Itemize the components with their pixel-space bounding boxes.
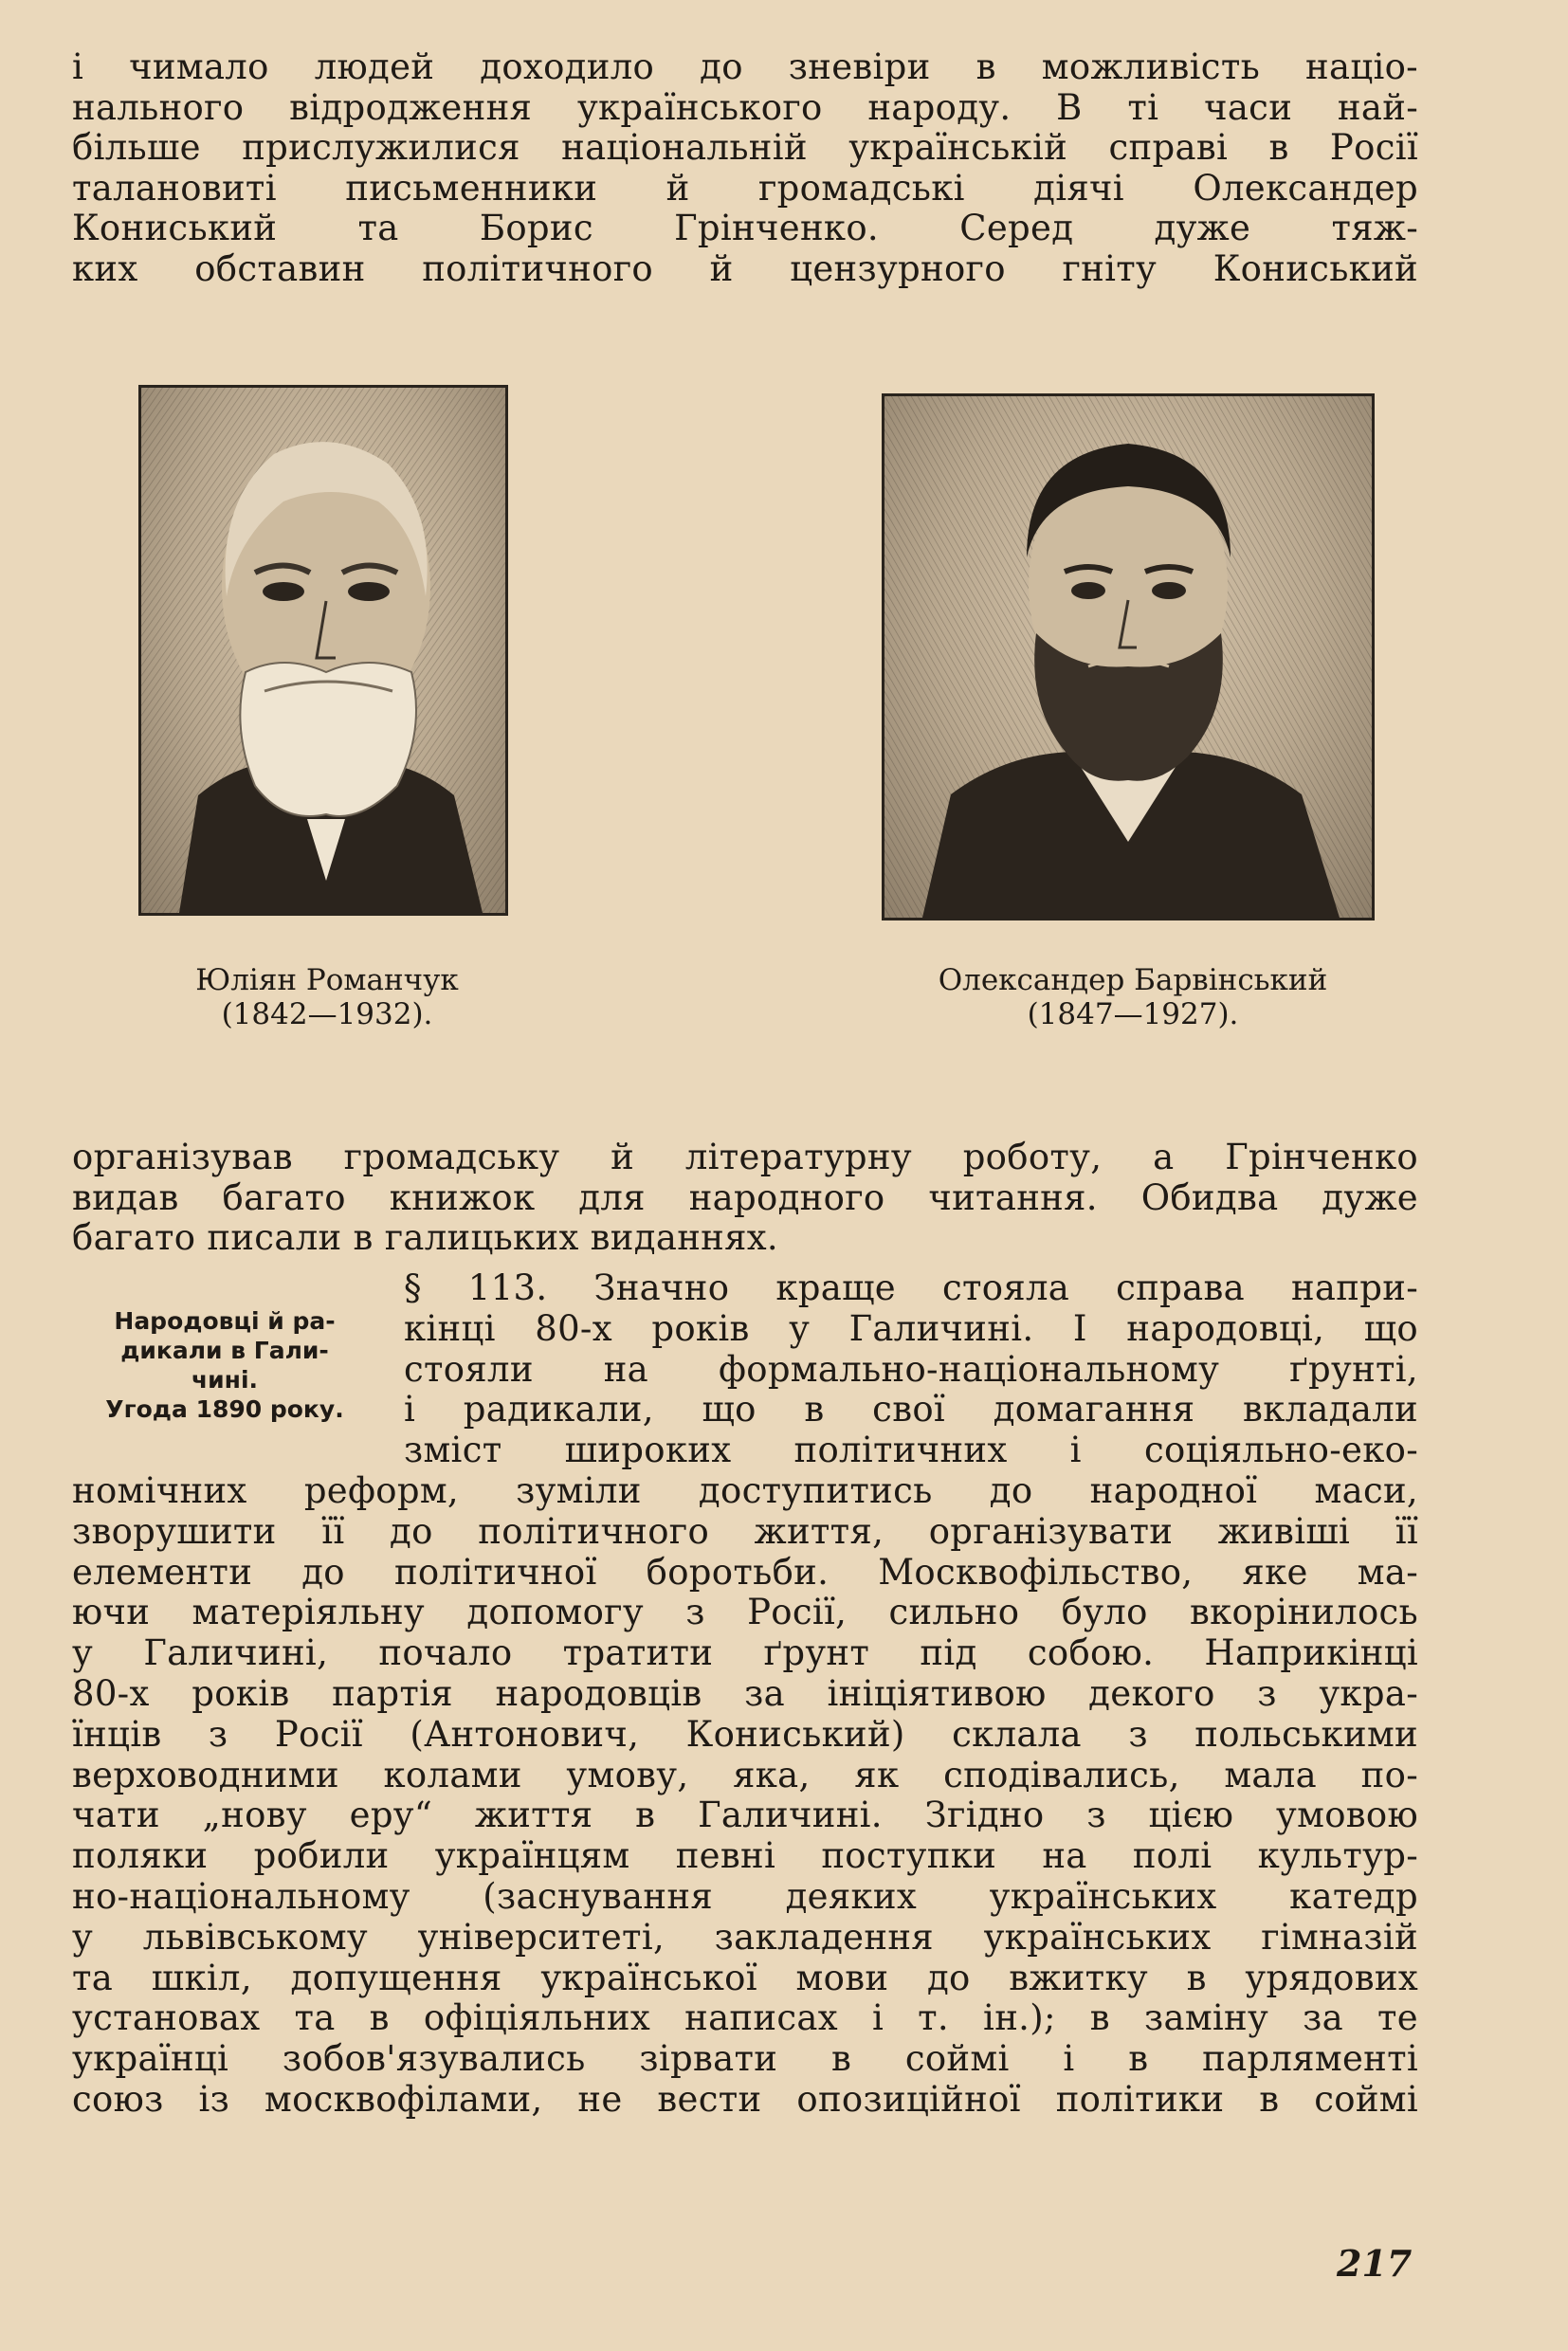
text-line: поляки робили українцям певні поступки на полі культур-	[72, 1835, 1418, 1877]
text-line: § 113. Значно краще стояла справа напри-	[404, 1267, 1418, 1308]
portrait-right-drawing	[884, 396, 1372, 918]
section-113	[72, 1268, 1418, 2121]
margin-note-line: дикали в Гали-	[120, 1337, 329, 1364]
margin-note-line: чині.	[191, 1366, 259, 1394]
text-line: талановиті письменники й громадські діячі Олександер	[72, 167, 1418, 209]
text-line: багато писали в галицьких виданнях.	[72, 1217, 778, 1258]
middle-paragraph	[72, 1138, 1418, 1259]
text-line: ючи матеріяльну допомогу з Росії, сильно було вкорінилось	[72, 1592, 1418, 1633]
text-line: союз із москвофілами, не вести опозиційної політики в соймі	[72, 2078, 1418, 2120]
text-line: та шкіл, допущення української мови до вжитку в урядових	[72, 1957, 1418, 1998]
text-line: зміст широких політичних і соціяльно-еко-	[404, 1430, 1418, 1471]
text-line: номічних реформ, зуміли доступитись до народної маси,	[72, 1469, 1418, 1511]
text-line: організував громадську й літературну роботу, а Грінченко	[72, 1137, 1418, 1177]
text-line: їнців з Росії (Антонович, Кониський) склала з польськими	[72, 1713, 1418, 1755]
page-number: 217	[1337, 2242, 1413, 2285]
portrait-right-caption	[886, 963, 1379, 1031]
top-paragraph	[72, 47, 1418, 289]
portrait-left-drawing	[141, 388, 505, 913]
text-line: більше прислужилися національній українській справі в Росії	[72, 127, 1418, 168]
margin-note-line: Народовці й ра-	[114, 1307, 336, 1335]
portrait-right-image	[882, 393, 1375, 920]
text-line: верховодними колами умову, яка, як сподівались, мала по-	[72, 1754, 1418, 1795]
text-line: чати „нову еру“ життя в Галичині. Згідно з цією умовою	[72, 1795, 1418, 1836]
text-line: Кониський та Борис Грінченко. Серед дуже тяж-	[72, 208, 1418, 248]
text-line: стояли на формально-національному ґрунті,	[404, 1348, 1418, 1390]
text-line: но-національному (заснування деяких українських катедр	[72, 1875, 1418, 1917]
text-line: видав багато книжок для народного читання. Обидва дуже	[72, 1176, 1418, 1218]
text-line: у Галичині, почало тратити ґрунт під собою. Наприкінці	[72, 1632, 1418, 1674]
text-line: у львівському університеті, закладення українських гімназій	[72, 1916, 1418, 1958]
text-line: українці зобов'язувались зірвати в соймі і в парляменті	[72, 2038, 1418, 2080]
caption-name: Олександер Барвінський	[938, 963, 1328, 997]
text-line: і чимало людей доходило до зневіри в можливість націо-	[72, 46, 1418, 87]
text-line: установах та в офіціяльних написах і т. ін.); в заміну за те	[72, 1997, 1418, 2039]
margin-note-line: Угода 1890 року.	[105, 1395, 344, 1423]
text-line: ких обставин політичного й цензурного гніту Кониський	[72, 247, 1418, 289]
caption-name: Юліян Романчук	[195, 963, 459, 997]
section-indented-lines	[404, 1268, 1418, 1471]
portrait-left-caption	[142, 963, 512, 1031]
portrait-left-image	[138, 385, 508, 916]
text-line: елементи до політичної боротьби. Москвофільство, яке ма-	[72, 1551, 1418, 1593]
caption-years: (1847—1927).	[1027, 997, 1239, 1031]
text-line: і радикали, що в свої домагання вкладали	[404, 1389, 1418, 1431]
text-line: нального відродження українського народу. В ті часи най-	[72, 86, 1418, 128]
text-line: зворушити її до політичного життя, організувати живіші її	[72, 1510, 1418, 1552]
text-line: кінці 80-х років у Галичині. І народовці, що	[404, 1307, 1418, 1349]
text-line: 80-х років партія народовців за ініціятивою декого з укра-	[72, 1672, 1418, 1714]
caption-years: (1842—1932).	[221, 997, 433, 1031]
